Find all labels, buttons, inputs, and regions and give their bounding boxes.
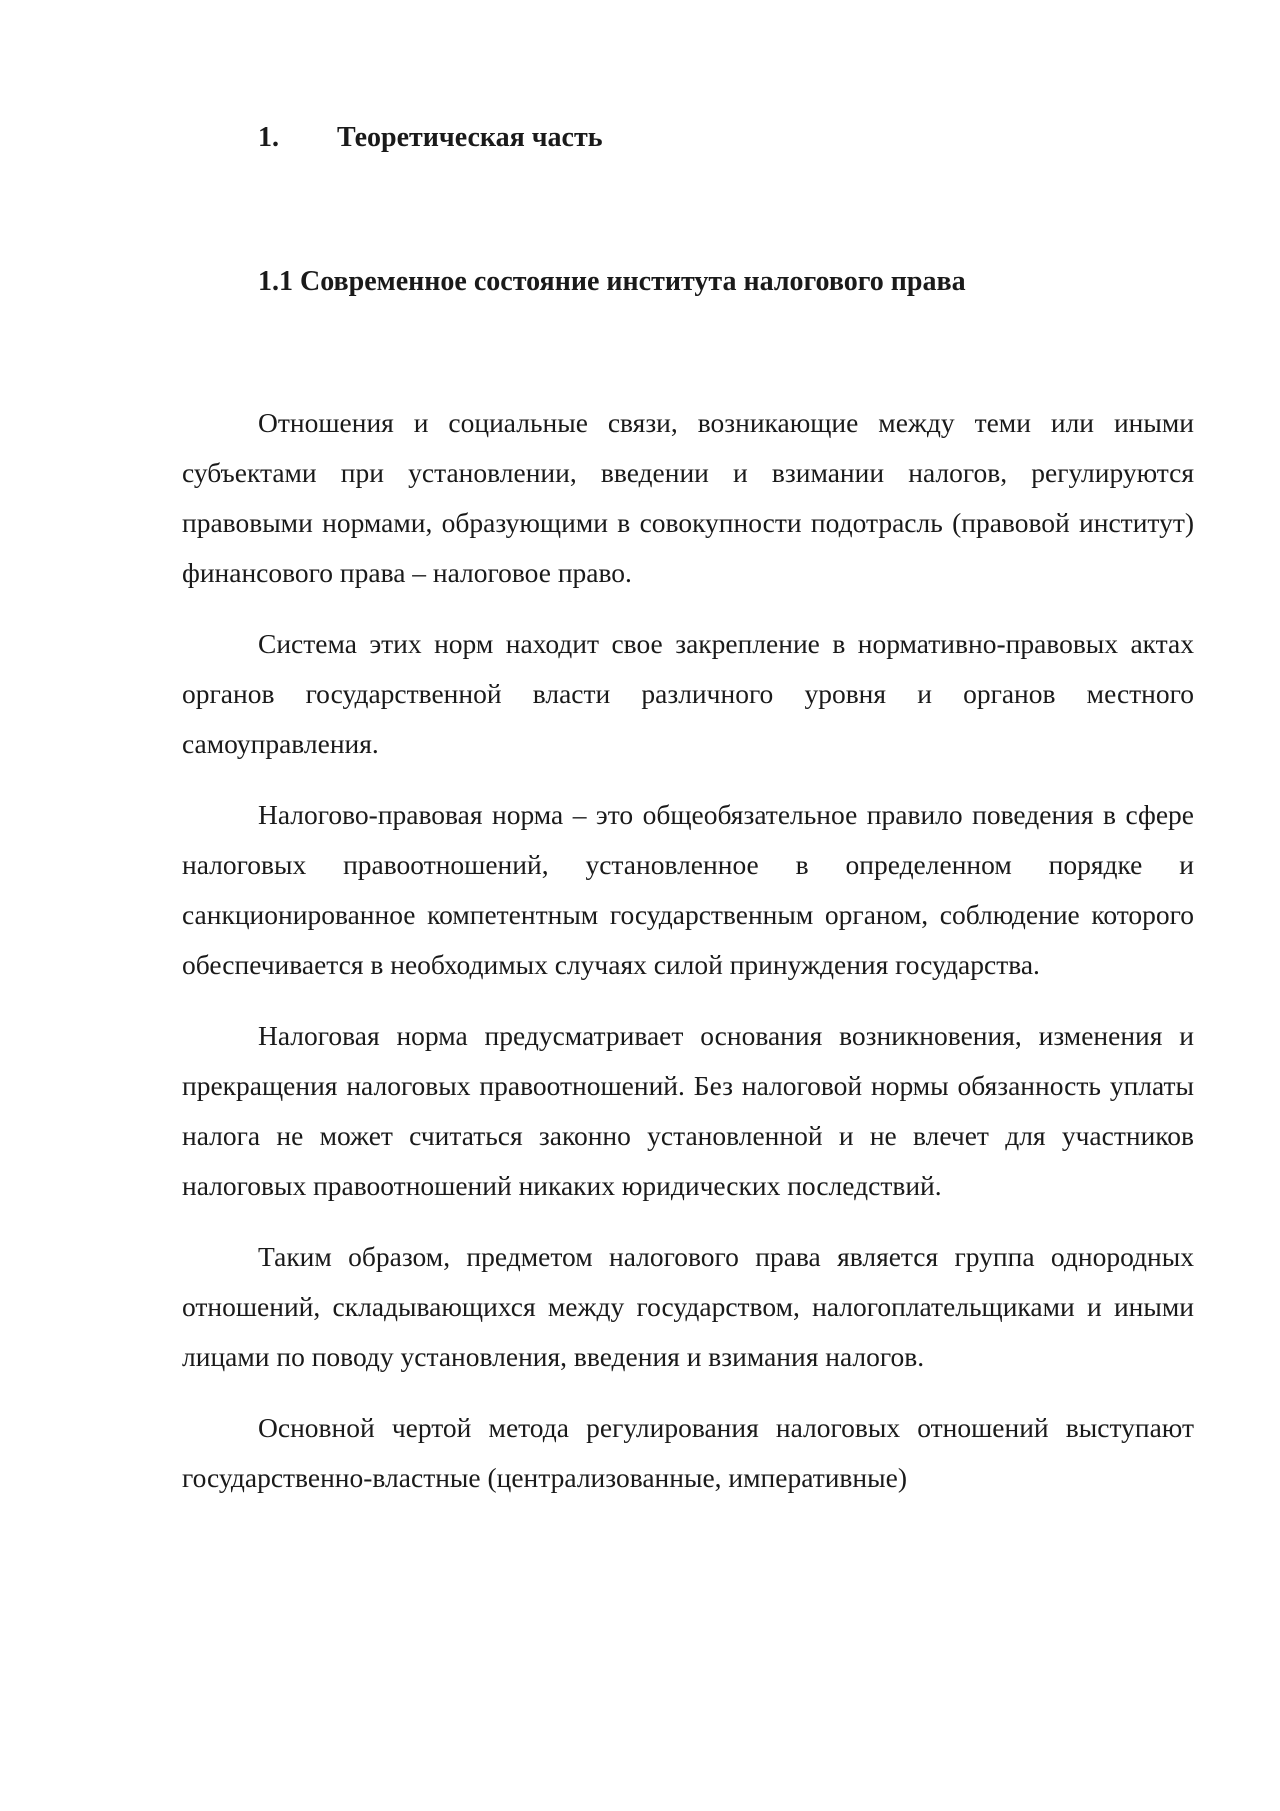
section-heading: [258, 118, 603, 158]
paragraph: Система этих норм находит свое закрепление в нормативно-правовых актах органов государственной власти различного уровня и органов местного самоуправления.: [182, 628, 1194, 759]
paragraph: Основной чертой метода регулирования налоговых отношений выступают государственно-властные (централизованные, императивные): [182, 1412, 1194, 1493]
paragraph: Таким образом, предметом налогового права является группа однородных отношений, складывающихся между государством, налогоплательщиками и иными лицами по поводу установления, введения и взимания налогов.: [182, 1241, 1194, 1372]
paragraph: Отношения и социальные связи, возникающие между теми или иными субъектами при установлении, введении и взимании налогов, регулируются правовыми нормами, образующими в совокупности подотрасль (правовой институт) финансового права – налоговое право.: [182, 407, 1194, 588]
section-title: Теоретическая часть: [337, 122, 603, 153]
paragraph: Налогово-правовая норма – это общеобязательное правило поведения в сфере налоговых правоотношений, установленное в определенном порядке и санкционированное компетентным государственным органом, соблюдение которого обеспечивается в необходимых случаях силой принуждения государства.: [182, 799, 1194, 980]
body-text: [182, 398, 1194, 1524]
section-number: 1.: [258, 122, 279, 153]
subsection-heading: 1.1 Современное состояние института налогового права: [258, 266, 966, 297]
paragraph: Налоговая норма предусматривает основания возникновения, изменения и прекращения налоговых правоотношений. Без налоговой нормы обязанность уплаты налога не может считаться законно установленной и не влечет для участников налоговых правоотношений никаких юридических последствий.: [182, 1020, 1194, 1201]
